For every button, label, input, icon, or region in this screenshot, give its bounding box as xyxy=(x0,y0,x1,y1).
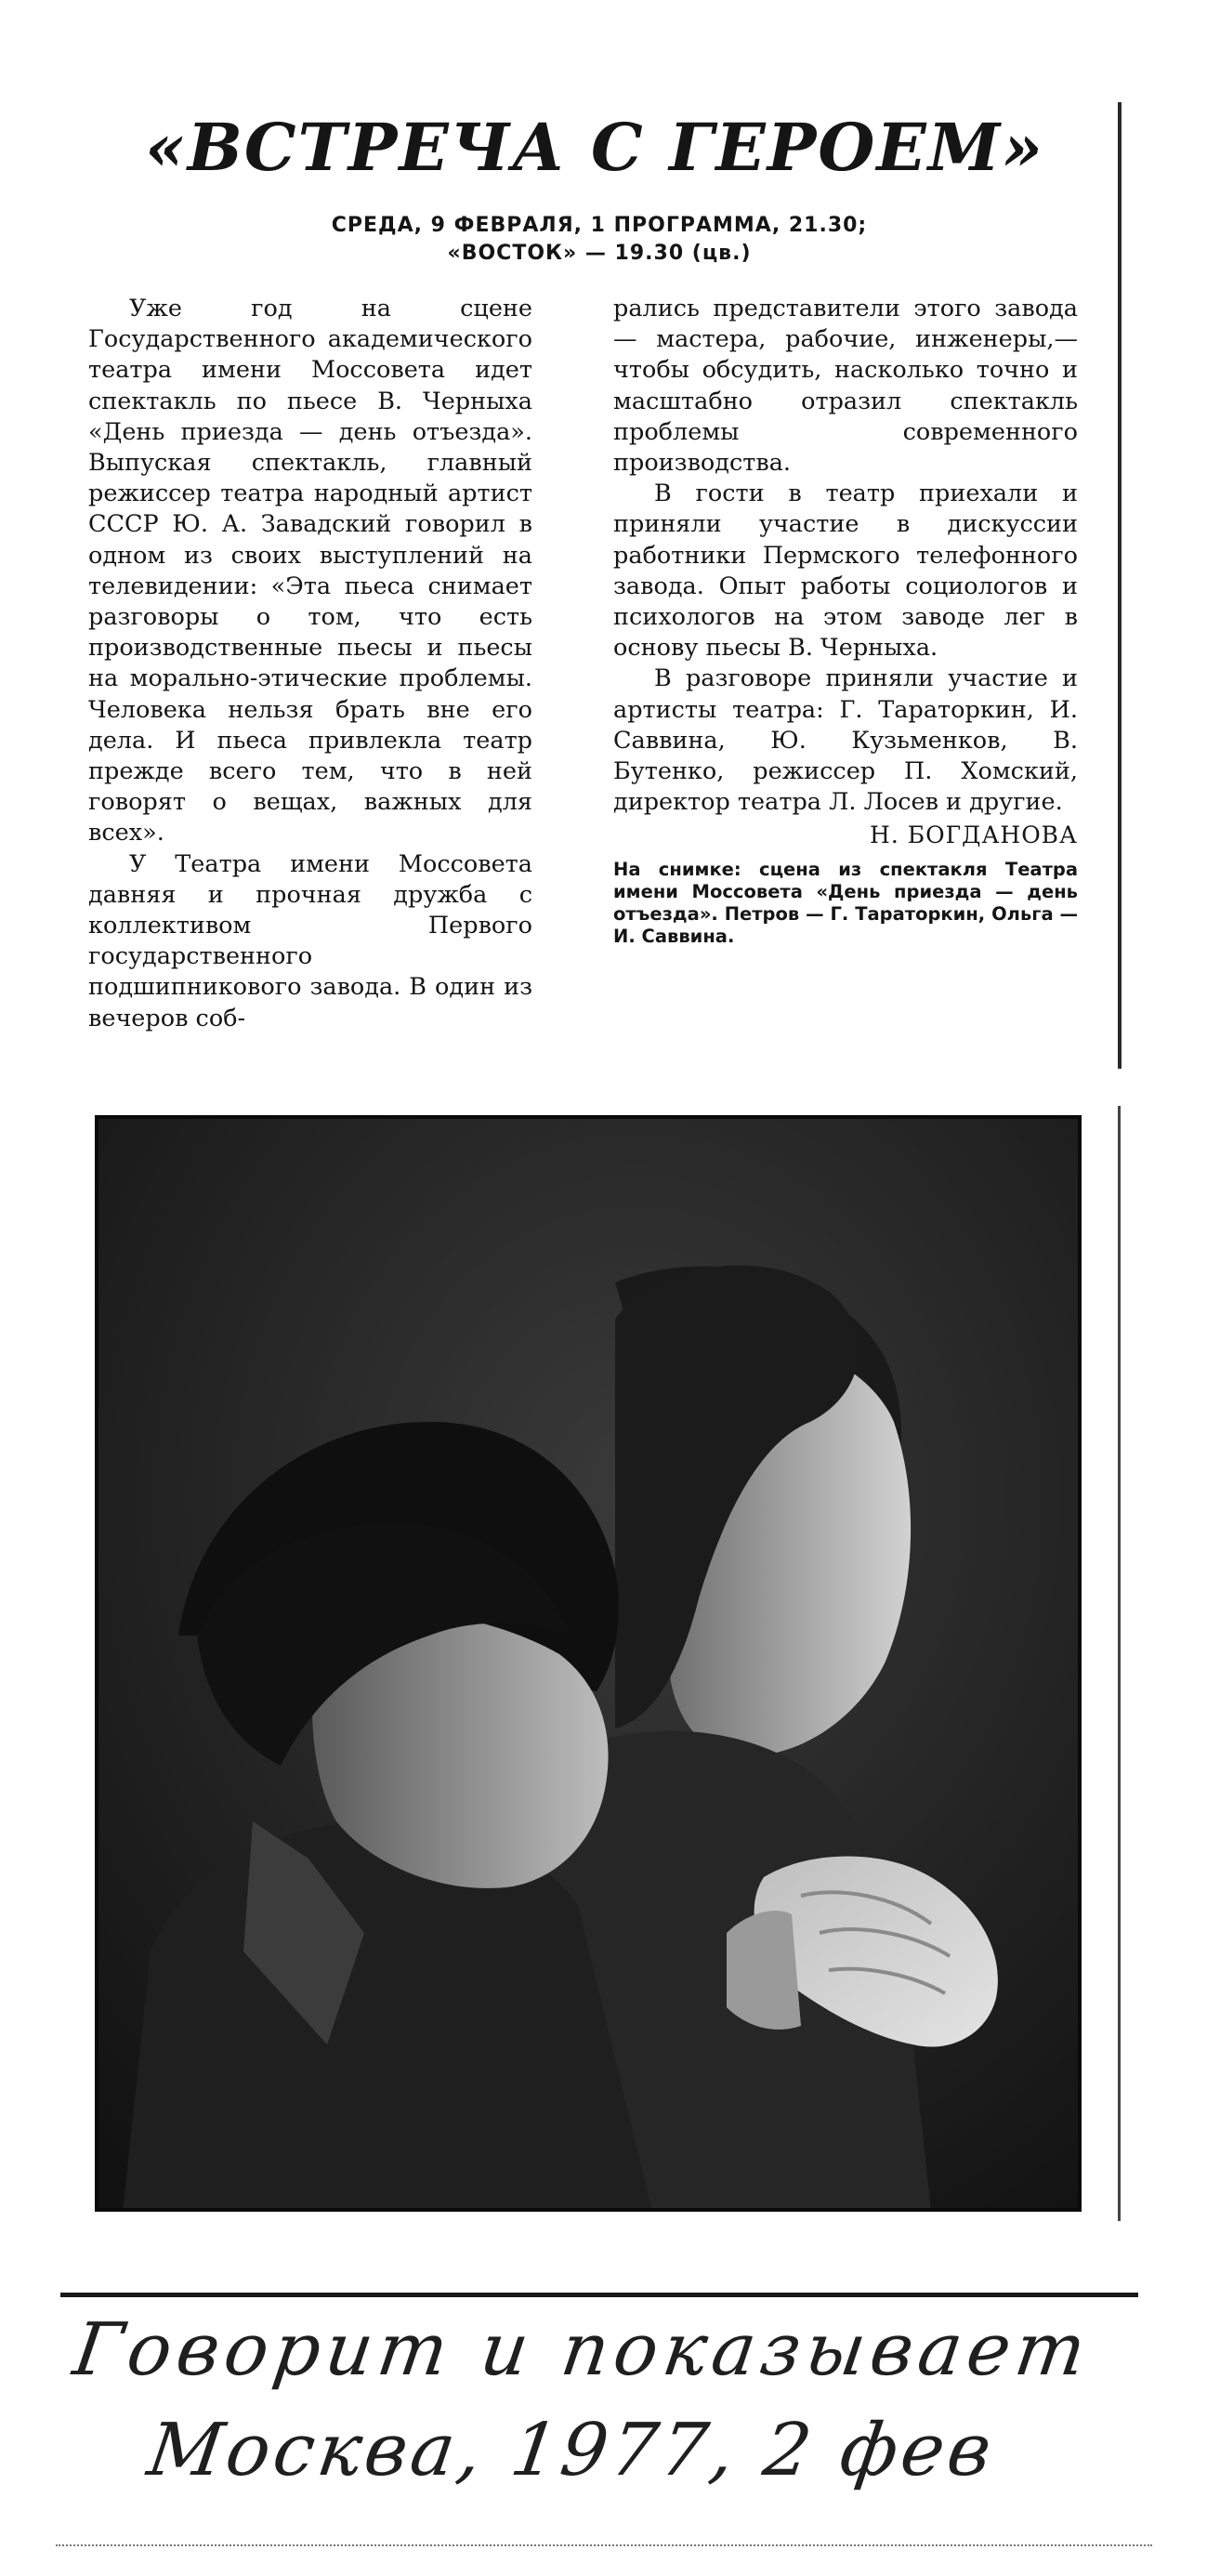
handwritten-note xyxy=(65,2300,1134,2501)
schedule-line-2: «ВОСТОК» — 19.30 (цв.) xyxy=(447,242,752,265)
article-column-right xyxy=(613,294,1078,948)
paragraph-1: Уже год на сцене Государственного академического театра имени Моссовета идет спектакль по пьесе В. Черныха «День приезда — день отъезда». Выпуская спектакль, главный режиссер театра народный артист СССР Ю. А. Завадский говорил в одном из своих выступлений на телевидении: «Эта пьеса снимает разговоры о том, что есть производственные пьесы и пьесы на морально-этические проблемы. Человека нельзя брать вне его дела. И пьеса привлекла театр прежде всего тем, что в ней говорят о вещах, важных для всех». xyxy=(88,295,532,848)
paragraph-4: В разговоре приняли участие и артисты театра: Г. Тараторкин, И. Саввина, Ю. Кузьменков, В. Бутенко, режиссер П. Хомский, директор театра Л. Лосев и другие. xyxy=(613,664,1078,817)
schedule-line-1: СРЕДА, 9 ФЕВРАЛЯ, 1 ПРОГРАММА, 21.30; xyxy=(331,214,868,237)
handwritten-line-1: Говорит и показывает xyxy=(68,2308,1096,2392)
bottom-rule xyxy=(60,2293,1138,2297)
photo-caption: На снимке: сцена из спектакля Театра имени Моссовета «День приезда — день отъезда». Петров — Г. Тараторкин, Ольга — И. Саввина. xyxy=(613,859,1078,948)
column-rule-right-lower xyxy=(1118,1106,1121,2221)
article-column-left xyxy=(88,294,532,1034)
author-byline: Н. БОГДАНОВА xyxy=(870,821,1078,849)
paragraph-3: В гости в театр приехали и приняли участие в дискуссии работники Пермского телефонного завода. Опыт работы социологов и психологов на этом заводе лег в основу пьесы В. Черныха. xyxy=(613,480,1078,663)
handwritten-line-2: Москва, 1977, 2 фев xyxy=(142,2409,1001,2492)
paragraph-2: У Театра имени Моссовета давняя и прочная дружба с коллективом Первого государственного подшипникового завода. В один из вечеров соб- xyxy=(88,849,532,1032)
photo-stage-scene-icon xyxy=(95,1115,1082,2212)
paragraph-2-continuation: рались представители этого завода — мастера, рабочие, инженеры,— чтобы обсудить, насколько точно и масштабно отразил спектакль проблемы современного производства. xyxy=(613,295,1078,478)
article-headline: «ВСТРЕЧА С ГЕРОЕМ» xyxy=(145,109,1044,186)
bottom-dotted-rule xyxy=(56,2544,1152,2546)
broadcast-schedule xyxy=(223,212,976,268)
photo-stage-scene xyxy=(95,1115,1082,2212)
column-rule-right xyxy=(1118,102,1122,1069)
